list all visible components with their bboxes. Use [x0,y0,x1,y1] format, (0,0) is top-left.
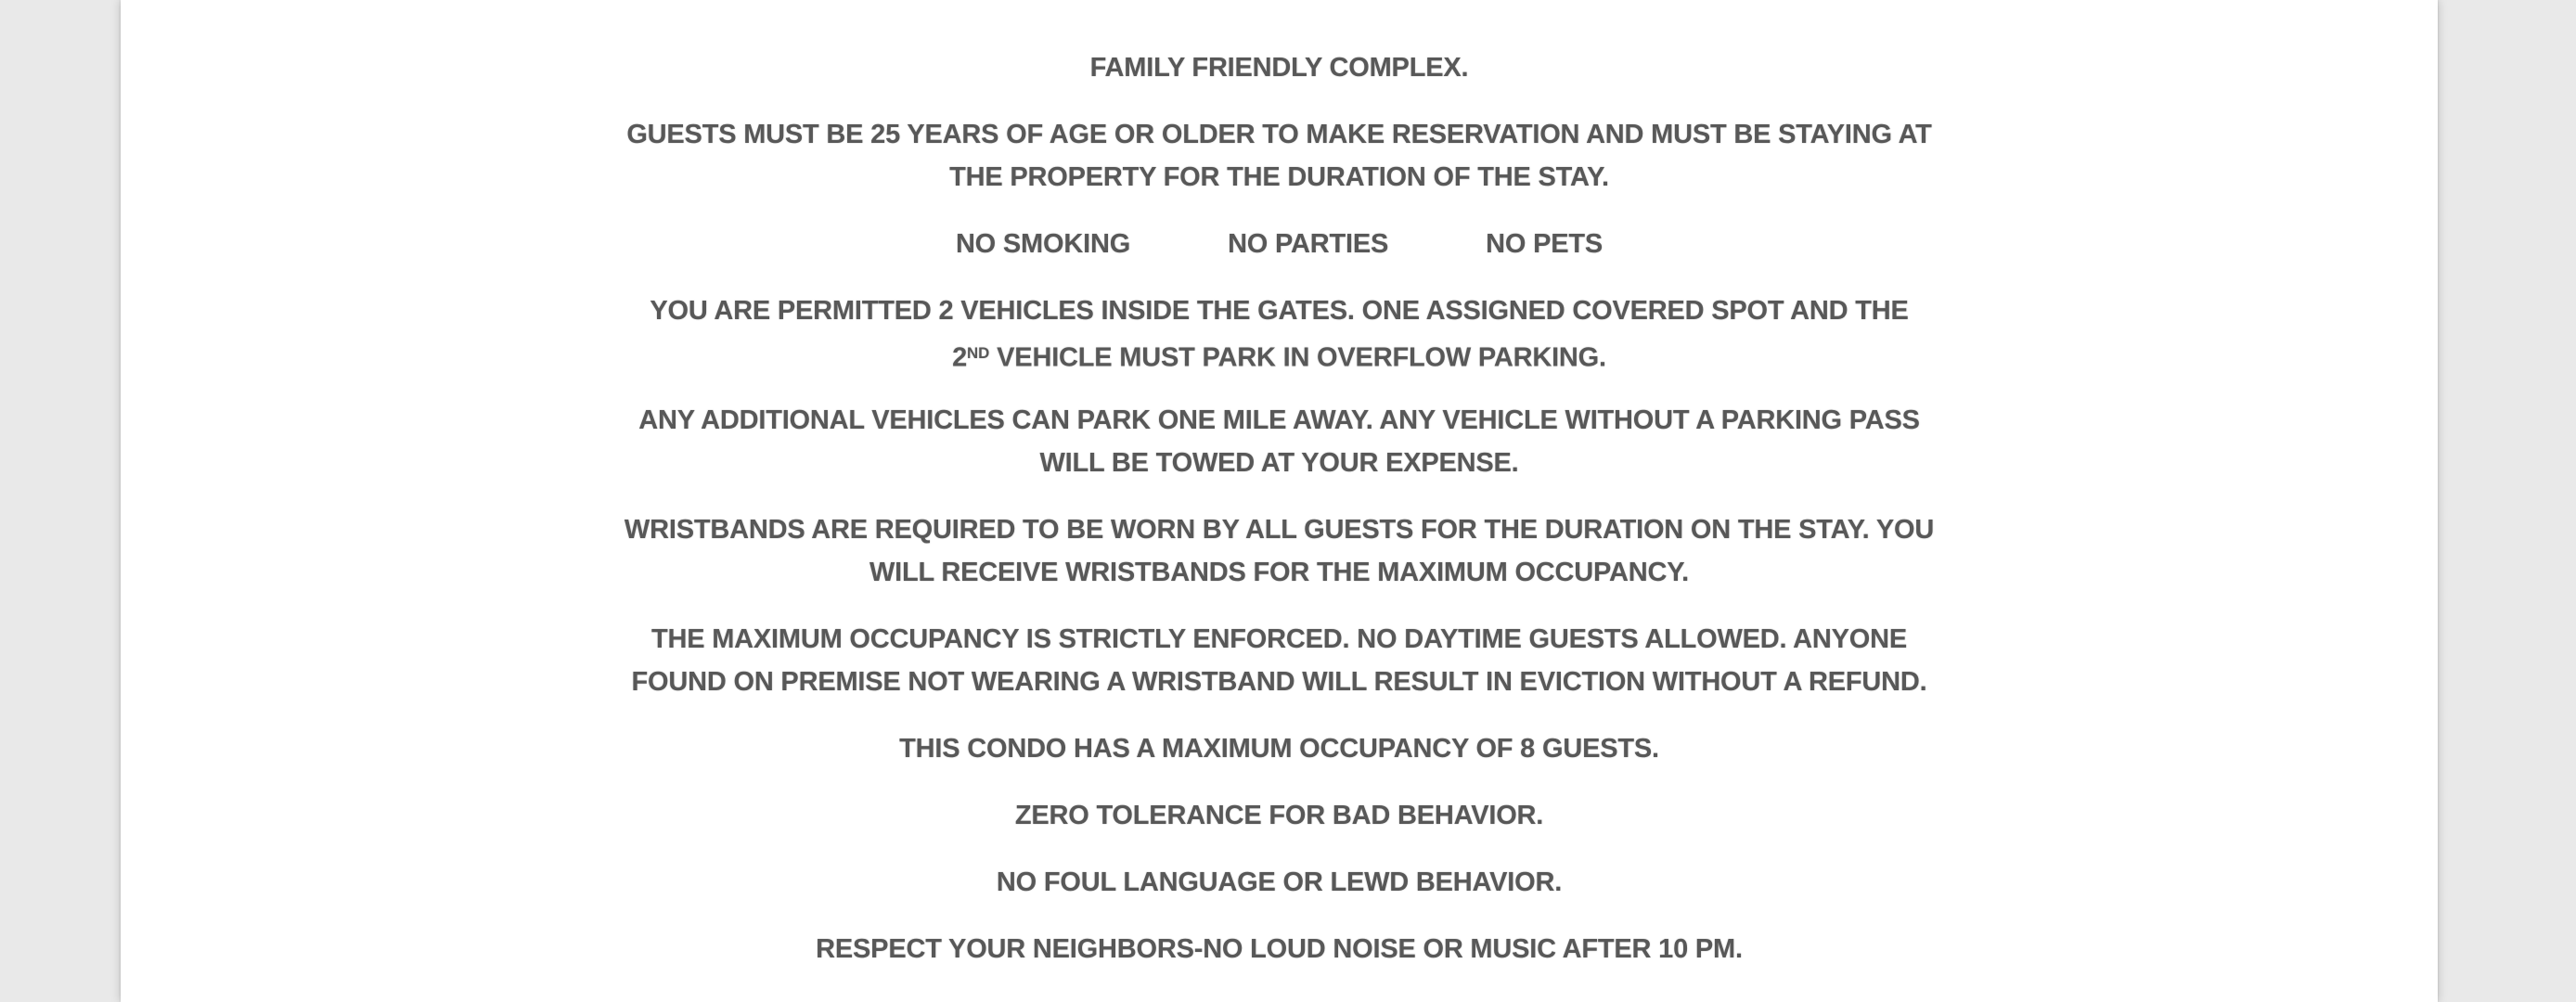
paragraph-language [121,861,2438,904]
text-line: NO FOUL LANGUAGE OR LEWD BEHAVIOR. [996,867,1563,897]
text-line-tabbed [121,223,2438,265]
text-line: THE MAXIMUM OCCUPANCY IS STRICTLY ENFORCED. NO DAYTIME GUESTS ALLOWED. ANYONE [650,624,1908,654]
text-line: GUESTS MUST BE 25 YEARS OF AGE OR OLDER TO MAKE RESERVATION AND MUST BE STAYING AT [626,120,1932,149]
text-line: RESPECT YOUR NEIGHBORS-NO LOUD NOISE OR MUSIC AFTER 10 PM. [816,934,1743,964]
paragraph-age-requirement [121,113,2438,199]
document-body [121,0,2438,970]
text-line: YOU ARE PERMITTED 2 VEHICLES INSIDE THE GATES. ONE ASSIGNED COVERED SPOT AND THE [650,296,1909,326]
paragraph-prohibitions [121,223,2438,265]
tab-segment: NO PETS [1486,229,1604,259]
text-line: WRISTBANDS ARE REQUIRED TO BE WORN BY ALL GUESTS FOR THE DURATION ON THE STAY. YOU [624,515,1935,545]
text-line: THE PROPERTY FOR THE DURATION OF THE STAY. [949,162,1609,192]
paragraph-title [121,46,2438,89]
text-line: FOUND ON PREMISE NOT WEARING A WRISTBAND WILL RESULT IN EVICTION WITHOUT A REFUND. [631,667,1927,697]
paragraph-occupancy-enforcement [121,618,2438,703]
viewer-left-margin [0,0,121,1002]
text-line: WILL BE TOWED AT YOUR EXPENSE. [1039,448,1519,478]
paragraph-wristbands [121,508,2438,594]
paragraph-zero-tolerance [121,794,2438,837]
paragraph-quiet-hours [121,928,2438,970]
text-line: 2ND VEHICLE MUST PARK IN OVERFLOW PARKING. [952,342,1606,373]
paragraph-max-occupancy [121,727,2438,770]
viewer-right-margin [2438,0,2576,1002]
tab-segment: NO SMOKING [955,229,1131,259]
text-line: FAMILY FRIENDLY COMPLEX. [1089,53,1469,83]
tab-segment: NO PARTIES [1228,229,1389,259]
text-line: ZERO TOLERANCE FOR BAD BEHAVIOR. [1014,801,1544,830]
text-line: ANY ADDITIONAL VEHICLES CAN PARK ONE MILE AWAY. ANY VEHICLE WITHOUT A PARKING PASS [638,405,1920,435]
text-line: THIS CONDO HAS A MAXIMUM OCCUPANCY OF 8 GUESTS. [899,734,1659,764]
paragraph-vehicles [121,289,2438,375]
paragraph-additional-vehicles [121,399,2438,484]
document-page [121,0,2438,1002]
text-line: WILL RECEIVE WRISTBANDS FOR THE MAXIMUM OCCUPANCY. [869,558,1690,587]
